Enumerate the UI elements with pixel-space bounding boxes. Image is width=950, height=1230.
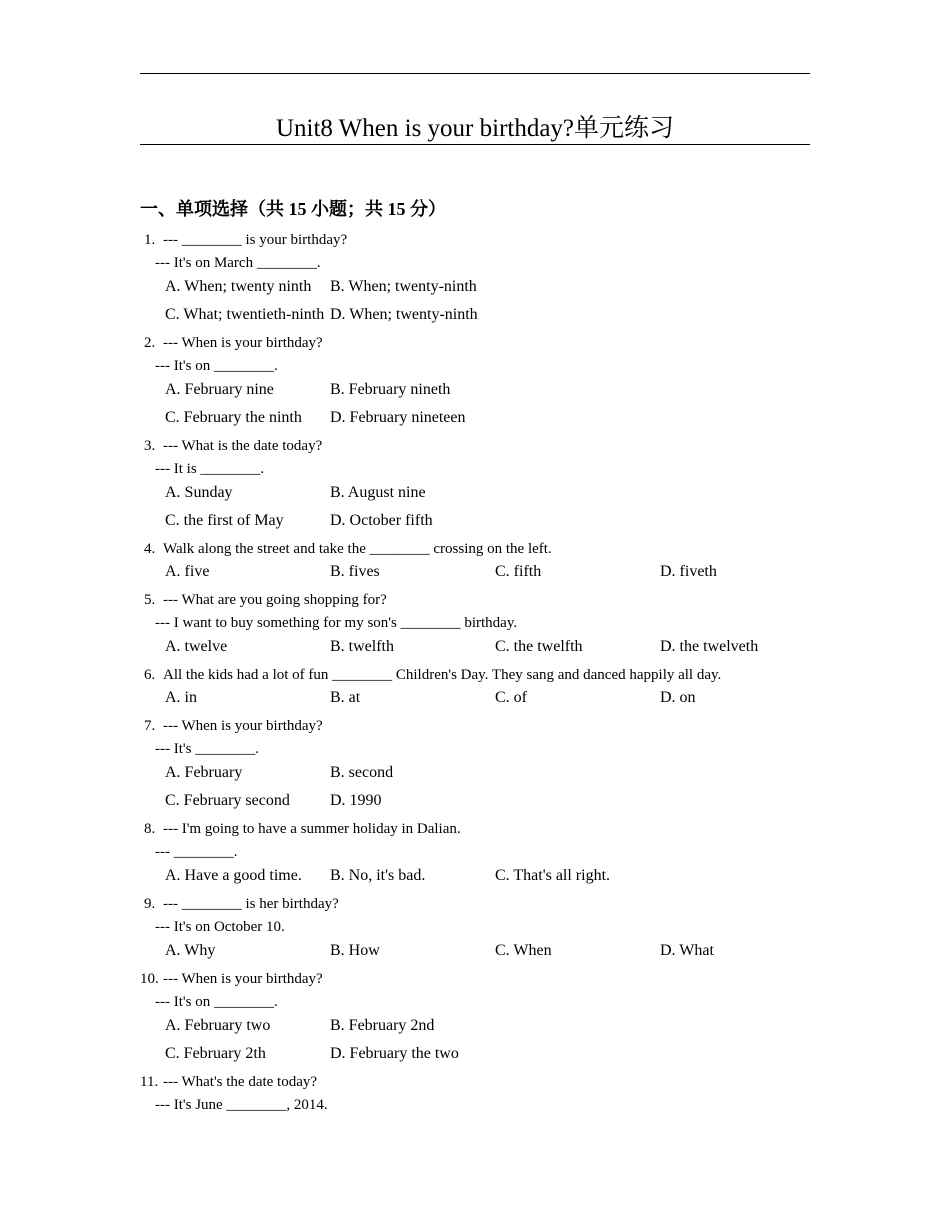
option-b[interactable]: B. fives [330,563,380,580]
question-line: --- ________ is her birthday? [163,896,339,912]
question-line: --- When is your birthday? [163,335,323,351]
option-c[interactable]: C. the twelfth [495,638,583,655]
header-rule-top [140,73,810,74]
option-d[interactable]: D. October fifth [330,512,433,529]
option-d[interactable]: D. fiveth [660,563,717,580]
question-number: 4. [144,541,156,557]
question-line: --- It's on ________. [155,994,278,1010]
option-d[interactable]: D. 1990 [330,792,382,809]
option-b[interactable]: B. August nine [330,484,426,501]
option-a[interactable]: A. Why [165,942,216,959]
option-c[interactable]: C. February second [165,792,290,809]
option-a[interactable]: A. five [165,563,210,580]
question-number: 9. [144,896,156,912]
option-d[interactable]: D. February nineteen [330,409,466,426]
question-number: 11. [140,1074,159,1090]
option-c[interactable]: C. the first of May [165,512,284,529]
question-line: --- When is your birthday? [163,971,323,987]
question-number: 7. [144,718,156,734]
question-number: 3. [144,438,156,454]
question-line: --- I'm going to have a summer holiday in Dalian. [163,821,461,837]
option-d[interactable]: D. the twelveth [660,638,759,655]
option-d[interactable]: D. What [660,942,714,959]
question-line: --- ________. [155,844,238,860]
option-c[interactable]: C. That's all right. [495,867,611,884]
question-line: --- It's ________. [155,741,259,757]
option-d[interactable]: D. When; twenty-ninth [330,306,478,323]
option-a[interactable]: A. When; twenty ninth [165,278,312,295]
option-a[interactable]: A. in [165,689,197,706]
option-a[interactable]: A. February [165,764,243,781]
section-heading: 一、单项选择（共 15 小题；共 15 分） [140,199,446,219]
question-line: --- It's on ________. [155,358,278,374]
option-d[interactable]: D. on [660,689,696,706]
option-c[interactable]: C. When [495,942,552,959]
question-line: --- It's June ________, 2014. [155,1097,328,1113]
question-number: 10. [140,971,159,987]
option-a[interactable]: A. February nine [165,381,274,398]
question-number: 2. [144,335,156,351]
question-line: --- I want to buy something for my son's ________ birthday. [155,615,518,631]
option-b[interactable]: B. February nineth [330,381,451,398]
page-title: Unit8 When is your birthday?单元练习 [275,115,675,142]
option-c[interactable]: C. What; twentieth-ninth [165,306,325,323]
option-c[interactable]: C. of [495,689,527,706]
option-c[interactable]: C. February the ninth [165,409,302,426]
question-line: --- ________ is your birthday? [163,232,348,248]
option-b[interactable]: B. When; twenty-ninth [330,278,477,295]
question-number: 1. [144,232,156,248]
question-line: Walk along the street and take the ________ crossing on the left. [163,541,552,557]
question-line: --- When is your birthday? [163,718,323,734]
option-c[interactable]: C. fifth [495,563,542,580]
question-line: --- What's the date today? [163,1074,318,1090]
option-b[interactable]: B. How [330,942,380,959]
question-line: All the kids had a lot of fun ________ Children's Day. They sang and danced happily all day. [163,667,722,683]
option-b[interactable]: B. February 2nd [330,1017,435,1034]
question-number: 5. [144,592,156,608]
option-a[interactable]: A. Have a good time. [165,867,302,884]
question-line: --- It is ________. [155,461,265,477]
option-a[interactable]: A. February two [165,1017,271,1034]
question-line: --- It's on March ________. [155,255,321,271]
option-a[interactable]: A. Sunday [165,484,233,501]
header-rule-bottom [140,144,810,145]
option-a[interactable]: A. twelve [165,638,228,655]
option-b[interactable]: B. twelfth [330,638,394,655]
question-line: --- It's on October 10. [155,919,285,935]
question-line: --- What are you going shopping for? [163,592,387,608]
option-b[interactable]: B. at [330,689,361,706]
question-number: 6. [144,667,156,683]
option-d[interactable]: D. February the two [330,1045,459,1062]
question-line: --- What is the date today? [163,438,323,454]
question-number: 8. [144,821,156,837]
option-b[interactable]: B. second [330,764,394,781]
option-b[interactable]: B. No, it's bad. [330,867,426,884]
option-c[interactable]: C. February 2th [165,1045,266,1062]
